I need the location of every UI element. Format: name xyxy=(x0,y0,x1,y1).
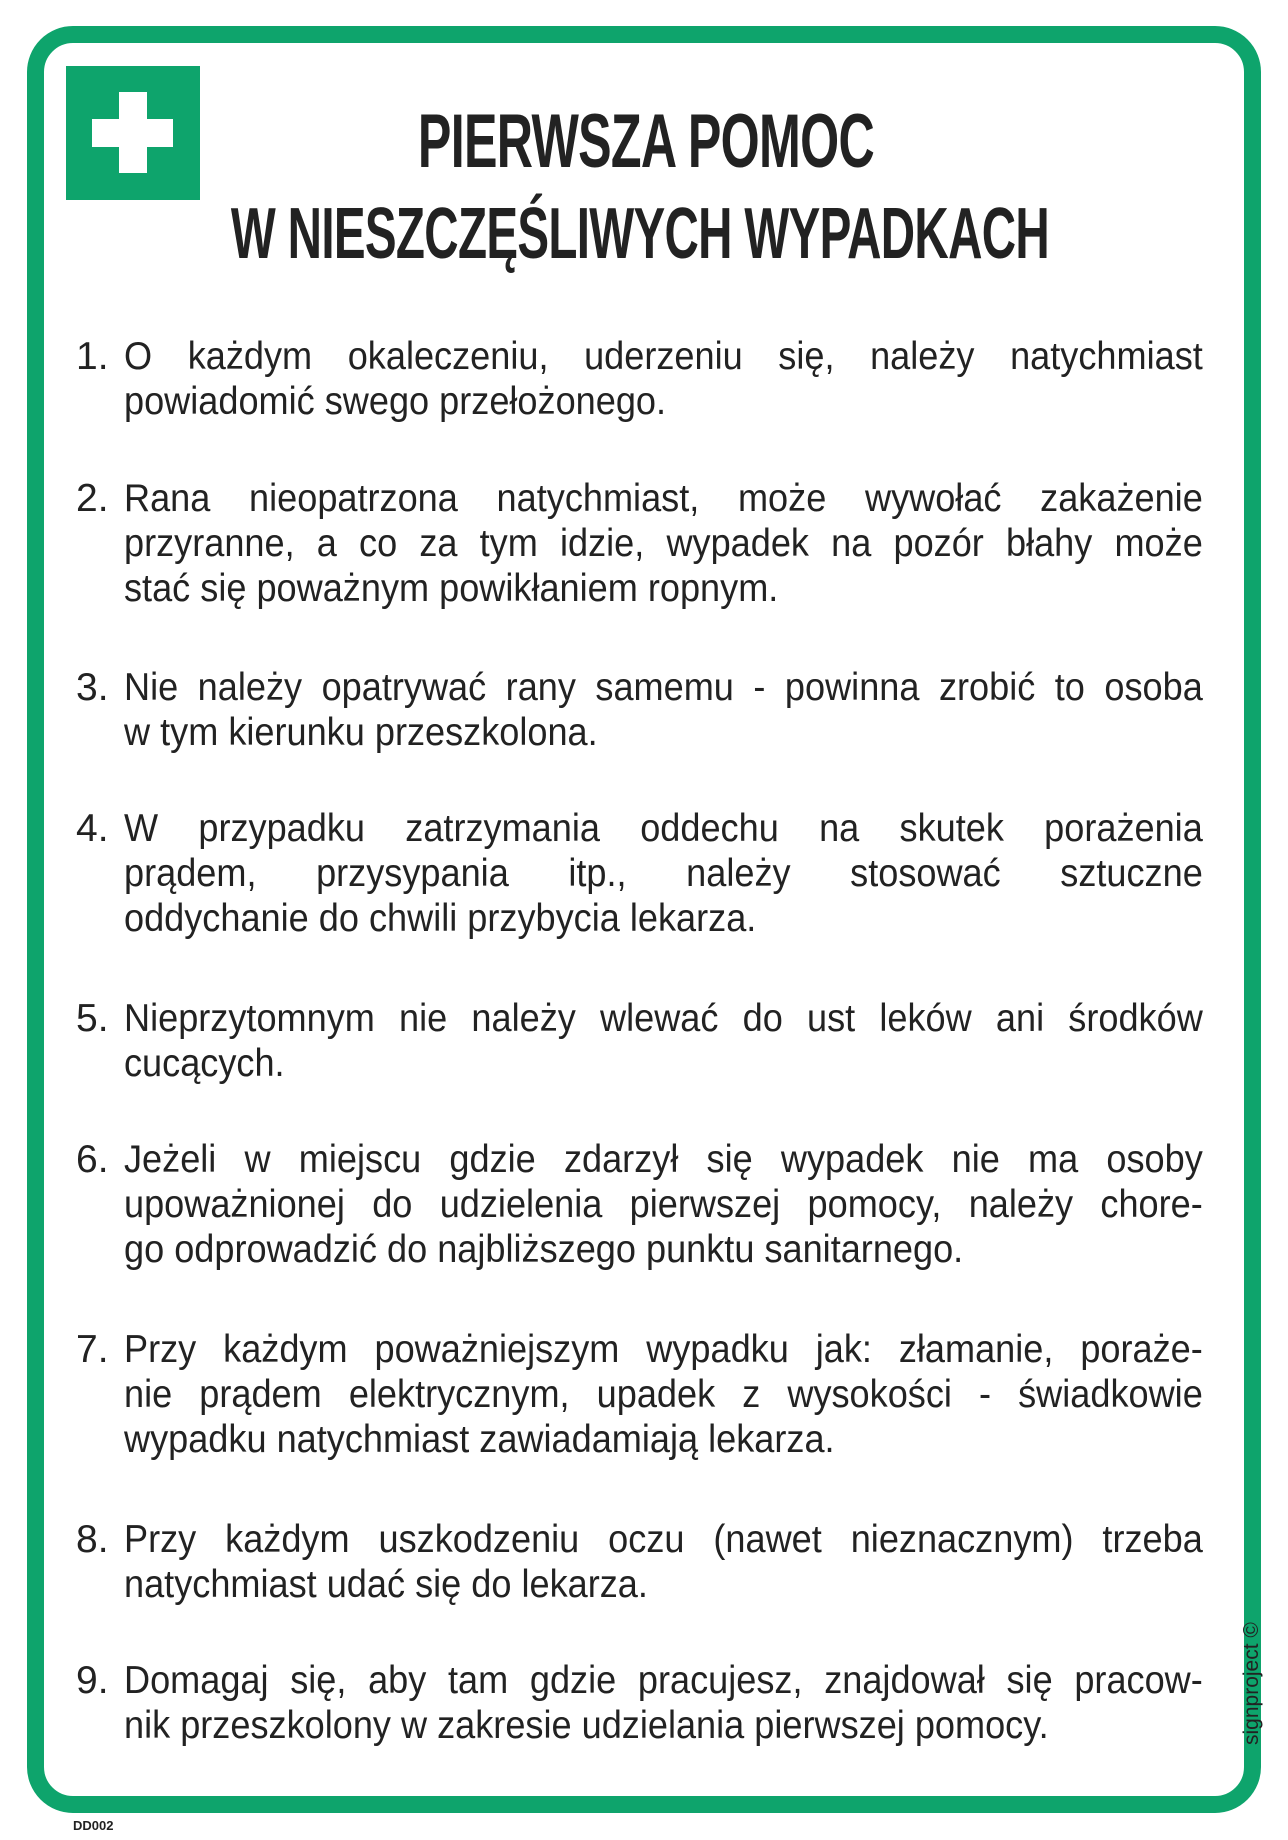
item-text-line: prądem, przysypania itp., należy stosować sztuczne xyxy=(124,852,1203,895)
item-text-line: go odprowadzić do najbliższego punktu sanitarnego. xyxy=(124,1228,964,1271)
item-text-line: Nie należy opatrywać rany samemu - powinna zrobić to osoba xyxy=(124,666,1203,709)
item-text-line: nik przeszkolony w zakresie udzielania pierwszej pomocy. xyxy=(124,1704,1049,1747)
item-number: 8. xyxy=(76,1518,109,1561)
item-number: 2. xyxy=(76,477,109,520)
sign-title: PIERWSZA POMOC xyxy=(417,99,875,184)
item-text xyxy=(124,334,1212,424)
item-text-line: cucących. xyxy=(124,1042,285,1085)
item-number: 3. xyxy=(76,666,109,709)
item-text xyxy=(124,806,1212,941)
item-text xyxy=(124,1517,1212,1607)
item-number: 1. xyxy=(76,335,109,378)
item-text-line: upoważnionej do udzielenia pierwszej pomocy, należy chore- xyxy=(124,1183,1203,1226)
item-text-line: przyranne, a co za tym idzie, wypadek na pozór błahy może xyxy=(124,522,1203,565)
item-text-line: Domagaj się, aby tam gdzie pracujesz, znajdował się pracow- xyxy=(124,1659,1203,1702)
sign-code: DD002 xyxy=(73,1818,114,1833)
item-number: 6. xyxy=(76,1138,109,1181)
item-text xyxy=(124,665,1212,755)
item-text xyxy=(124,1658,1212,1748)
item-text xyxy=(124,476,1212,611)
item-text-line: nie prądem elektrycznym, upadek z wysokości - świadkowie xyxy=(124,1373,1203,1416)
item-number: 4. xyxy=(76,807,109,850)
item-text xyxy=(124,1327,1212,1462)
item-number: 5. xyxy=(76,997,109,1040)
item-text-line: stać się poważnym powikłaniem ropnym. xyxy=(124,567,779,610)
item-text-line: Przy każdym uszkodzeniu oczu (nawet nieznacznym) trzeba xyxy=(124,1518,1203,1561)
sign-subtitle: W NIESZCZĘŚLIWYCH WYPADKACH xyxy=(230,194,1050,274)
item-text-line: Przy każdym poważniejszym wypadku jak: złamanie, poraże- xyxy=(124,1328,1203,1371)
item-text-line: powiadomić swego przełożonego. xyxy=(124,380,667,423)
item-text-line: natychmiast udać się do lekarza. xyxy=(124,1563,648,1606)
item-text-line: Rana nieopatrzona natychmiast, może wywołać zakażenie xyxy=(124,477,1203,520)
first-aid-cross-icon xyxy=(66,66,200,200)
item-text xyxy=(124,996,1212,1086)
list-item xyxy=(76,806,1212,941)
list-item xyxy=(76,334,1212,424)
item-number: 9. xyxy=(76,1659,109,1702)
item-text-line: Nieprzytomnym nie należy wlewać do ust leków ani środków xyxy=(124,997,1203,1040)
item-text-line: oddychanie do chwili przybycia lekarza. xyxy=(124,897,757,940)
item-text-line: wypadku natychmiast zawiadamiają lekarza. xyxy=(124,1418,835,1461)
item-text-line: W przypadku zatrzymania oddechu na skutek porażenia xyxy=(124,807,1203,850)
item-text-line: w tym kierunku przeszkolona. xyxy=(124,711,598,754)
item-number: 7. xyxy=(76,1328,109,1371)
list-item xyxy=(76,1327,1212,1462)
list-item xyxy=(76,476,1212,611)
item-text-line: Jeżeli w miejscu gdzie zdarzył się wypadek nie ma osoby xyxy=(124,1138,1203,1181)
list-item xyxy=(76,1658,1212,1748)
item-text xyxy=(124,1137,1212,1272)
list-item xyxy=(76,1517,1212,1607)
list-item xyxy=(76,996,1212,1086)
list-item xyxy=(76,1137,1212,1272)
list-item xyxy=(76,665,1212,755)
copyright-text: signproject © xyxy=(1240,1622,1263,1745)
cross-horizontal-bar xyxy=(92,119,173,147)
item-text-line: O każdym okaleczeniu, uderzeniu się, należy natychmiast xyxy=(124,335,1203,378)
